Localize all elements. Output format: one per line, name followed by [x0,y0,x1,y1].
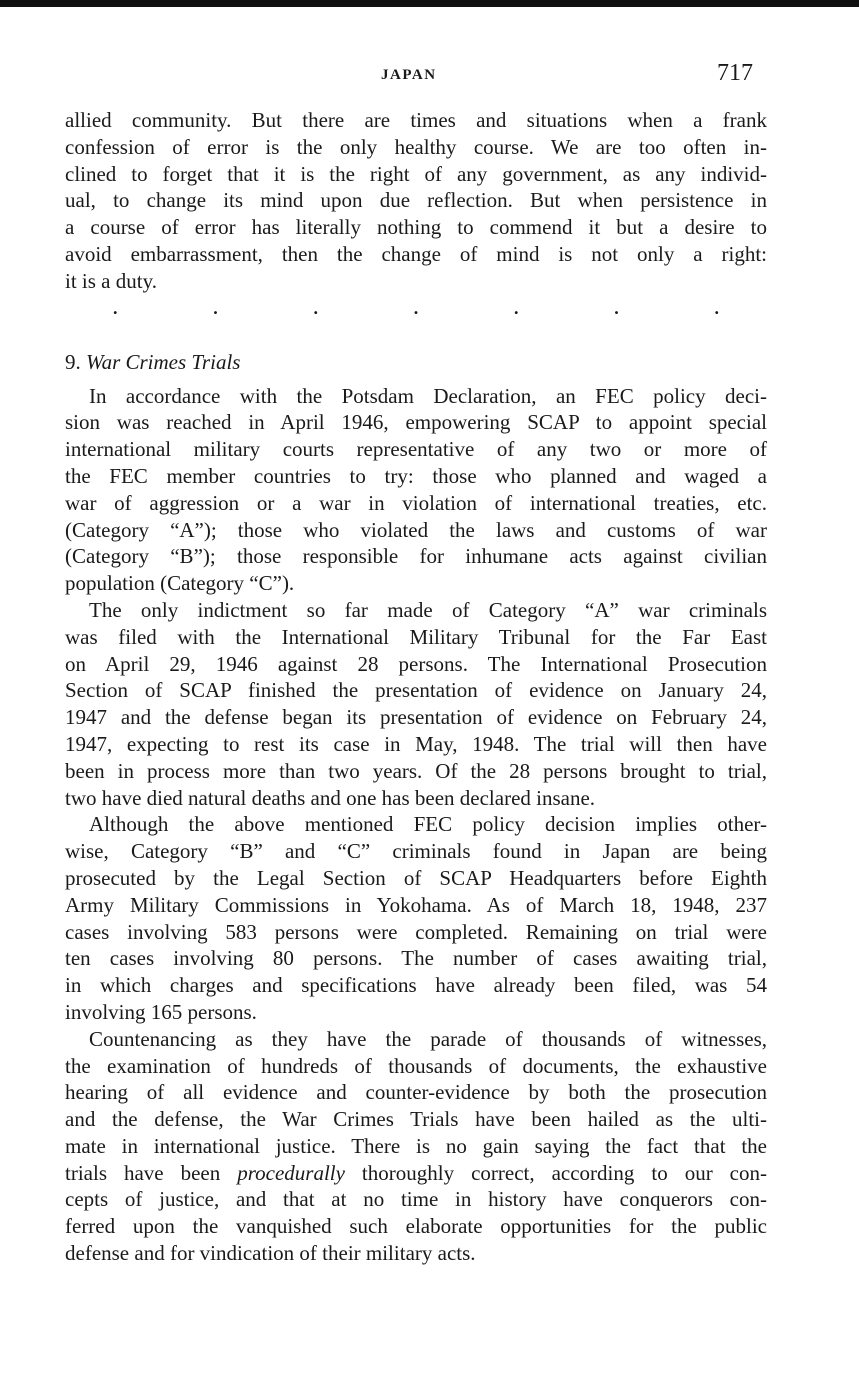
ellipsis-dot: . [113,297,118,318]
top-border [0,0,859,7]
text-line: mate in international justice. There is no gain saying the fact that the [65,1133,767,1158]
section-heading [65,343,767,383]
running-title: JAPAN [381,67,437,83]
text-line: Army Military Commissions in Yokohama. As of March 18, 1948, 237 [65,892,767,917]
text-line: international military courts representative of any two or more of [65,437,767,462]
section-number: 9. [65,349,81,374]
text-line: the examination of hundreds of thousands of documents, the exhaustive [65,1053,767,1078]
text-line: clined to forget that it is the right of any government, as any individ- [65,161,767,186]
text-line: cepts of justice, and that at no time in history have conquerors con- [65,1187,767,1212]
emphasized-word: procedurally [237,1160,345,1185]
text-line: a course of error has literally nothing to commend it but a desire to [65,215,767,240]
paragraph-4 [65,1026,767,1267]
text-line: ten cases involving 80 persons. The number of cases awaiting trial, [65,946,767,971]
text-line: the FEC member countries to try: those who planned and waged a [65,463,767,488]
text-line: allied community. But there are times and situations when a frank [65,108,767,132]
text-line: In accordance with the Potsdam Declaration, an FEC policy deci- [89,383,767,408]
text-line: avoid embarrassment, then the change of mind is not only a right: [65,241,767,266]
text-line: involving 165 persons. [65,999,257,1024]
text-line: war of aggression or a war in violation of international treaties, etc. [65,490,767,515]
text-line: defense and for vindication of their military acts. [65,1241,476,1266]
page-body [65,107,767,1267]
text-line: ferred upon the vanquished such elaborate opportunities for the public [65,1214,767,1239]
running-header [0,60,859,88]
text-line: it is a duty. [65,268,157,293]
paragraph-1 [65,383,767,597]
text-line: Although the above mentioned FEC policy decision implies other- [89,812,767,837]
text-line: prosecuted by the Legal Section of SCAP Headquarters before Eighth [65,865,767,890]
text-line: was filed with the International Military Tribunal for the Far East [65,624,767,649]
ellipsis-dot: . [413,297,419,318]
text-line: wise, Category “B” and “C” criminals found in Japan are being [65,839,767,864]
text-line: two have died natural deaths and one has been declared insane. [65,785,596,810]
text-line: in which charges and specifications have already been filed, was 54 [65,973,767,998]
ellipsis-dot: . [213,297,218,318]
ellipsis-separator [65,295,767,343]
intro-paragraph [65,107,767,295]
text-line: and the defense, the War Crimes Trials have been hailed as the ulti- [65,1107,767,1132]
text-line: been in process more than two years. Of the 28 persons brought to trial, [65,758,767,783]
ellipsis-dot: . [514,297,519,318]
text-line: trials have been procedurally thoroughly correct, according to our con- [65,1160,767,1185]
text-line: 1947, expecting to rest its case in May, 1948. The trial will then have [65,731,767,756]
text-line: The only indictment so far made of Category “A” war criminals [89,597,767,622]
text-line: cases involving 583 persons were completed. Remaining on trial were [65,919,767,944]
text-line: 1947 and the defense began its presentation of evidence on February 24, [65,705,767,730]
text-line: hearing of all evidence and counter-evidence by both the prosecution [65,1080,767,1105]
text-line: population (Category “C”). [65,571,295,596]
paragraph-3 [65,811,767,1025]
text-line: ual, to change its mind upon due reflection. But when persistence in [65,188,767,213]
text-line: Section of SCAP finished the presentation of evidence on January 24, [65,678,767,703]
text-line: (Category “B”); those responsible for inhumane acts against civilian [65,544,767,569]
ellipsis-dot: . [714,297,719,318]
ellipsis-dot: . [313,297,318,318]
text-line: confession of error is the only healthy course. We are too often in- [65,134,767,159]
text-line: (Category “A”); those who violated the laws and customs of war [65,517,767,542]
text-line: Countenancing as they have the parade of thousands of witnesses, [89,1026,767,1051]
text-line: sion was reached in April 1946, empowering SCAP to appoint special [65,410,767,435]
page-number: 717 [717,60,753,86]
text-line: on April 29, 1946 against 28 persons. The International Prosecution [65,651,767,676]
ellipsis-dot: . [614,297,619,318]
paragraph-2 [65,597,767,811]
section-title: War Crimes Trials [86,349,241,374]
